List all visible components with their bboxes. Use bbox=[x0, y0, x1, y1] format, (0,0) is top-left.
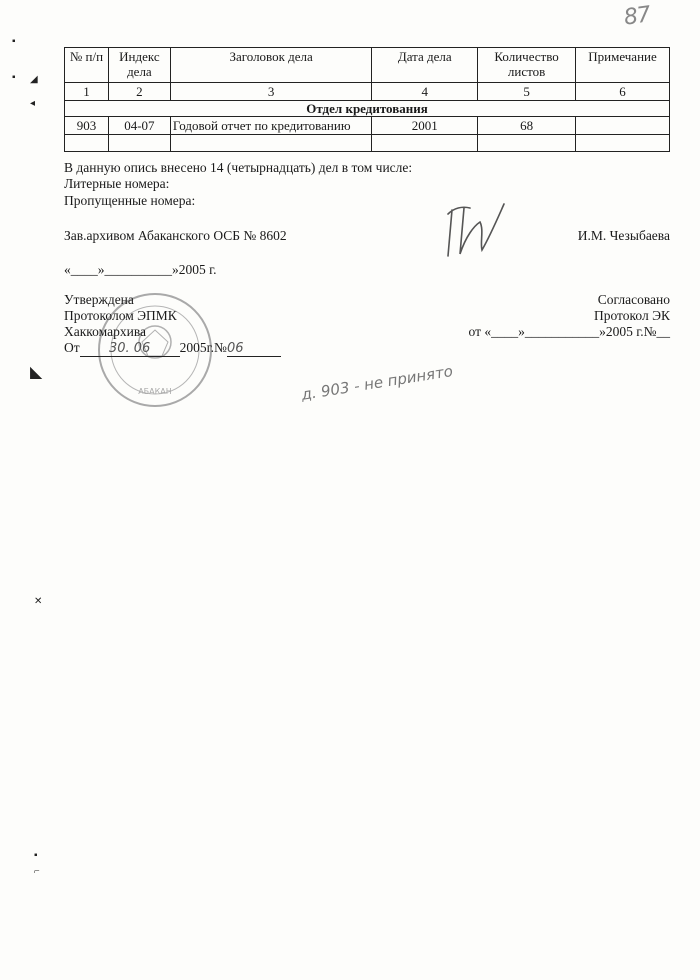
summary-line: В данную опись внесено 14 (четырнадцать) дел в том числе: bbox=[64, 160, 413, 175]
approved-date-line bbox=[64, 340, 281, 357]
table-cell: 2001 bbox=[372, 117, 478, 135]
approved-archive: Хаккомархива bbox=[64, 324, 147, 339]
column-number: 3 bbox=[170, 83, 372, 101]
table-cell: 68 bbox=[478, 117, 576, 135]
scan-speck: ◣ bbox=[30, 364, 43, 381]
agreed-label: Согласовано bbox=[597, 292, 670, 307]
signature-date-line: «____»__________»2005 г. bbox=[64, 262, 217, 277]
pencil-note: д. 903 - не принято bbox=[300, 362, 455, 404]
table-cell bbox=[576, 117, 670, 135]
section-row bbox=[65, 101, 670, 117]
agreed-protocol: Протокол ЭК bbox=[593, 308, 670, 323]
header-cell: Заголовок дела bbox=[170, 48, 372, 83]
column-number-row bbox=[65, 83, 670, 101]
svg-text:АБАКАН: АБАКАН bbox=[138, 387, 172, 396]
approved-protocol: Протоколом ЭПМК bbox=[64, 308, 177, 323]
inventory-table bbox=[64, 47, 670, 152]
column-number: 6 bbox=[576, 83, 670, 101]
approved-handwritten-date: 30. 06 bbox=[80, 341, 180, 357]
table-row bbox=[65, 117, 670, 135]
empty-table-row bbox=[65, 135, 670, 152]
signer-name: И.М. Чезыбаева bbox=[577, 228, 670, 243]
column-number: 1 bbox=[65, 83, 109, 101]
header-cell: Дата дела bbox=[372, 48, 478, 83]
scan-speck: ◂ bbox=[30, 98, 36, 109]
header-cell: Количество листов bbox=[478, 48, 576, 83]
scan-speck: ▪ bbox=[12, 36, 16, 47]
literal-numbers-line: Литерные номера: bbox=[64, 176, 170, 191]
table-cell: 04-07 bbox=[108, 117, 170, 135]
handwritten-signature bbox=[440, 196, 512, 266]
section-title: Отдел кредитования bbox=[65, 101, 670, 117]
column-number: 2 bbox=[108, 83, 170, 101]
approved-handwritten-number: 06 bbox=[227, 341, 281, 357]
missing-numbers-line: Пропущенные номера: bbox=[64, 193, 196, 208]
scan-speck: ◢ bbox=[30, 74, 38, 85]
table-header-row bbox=[65, 48, 670, 83]
approved-label: Утверждена bbox=[64, 292, 134, 307]
scan-speck: ⌐ bbox=[34, 866, 40, 877]
agreed-date-line: от «____»___________»2005 г.№__ bbox=[468, 324, 670, 339]
column-number: 4 bbox=[372, 83, 478, 101]
header-cell: Индекс дела bbox=[108, 48, 170, 83]
header-cell: Примечание bbox=[576, 48, 670, 83]
approved-date-prefix: От bbox=[64, 340, 80, 355]
scan-speck: ✕ bbox=[34, 596, 43, 607]
approved-date-middle: 2005г.№ bbox=[179, 340, 227, 355]
table-cell: 903 bbox=[65, 117, 109, 135]
scan-speck: ▪ bbox=[34, 850, 38, 861]
column-number: 5 bbox=[478, 83, 576, 101]
table-cell: Годовой отчет по кредитованию bbox=[170, 117, 372, 135]
signer-position: Зав.архивом Абаканского ОСБ № 8602 bbox=[64, 228, 287, 243]
header-cell: № п/п bbox=[65, 48, 109, 83]
scan-speck: ▪ bbox=[12, 72, 16, 83]
page-number: 87 bbox=[622, 2, 652, 31]
